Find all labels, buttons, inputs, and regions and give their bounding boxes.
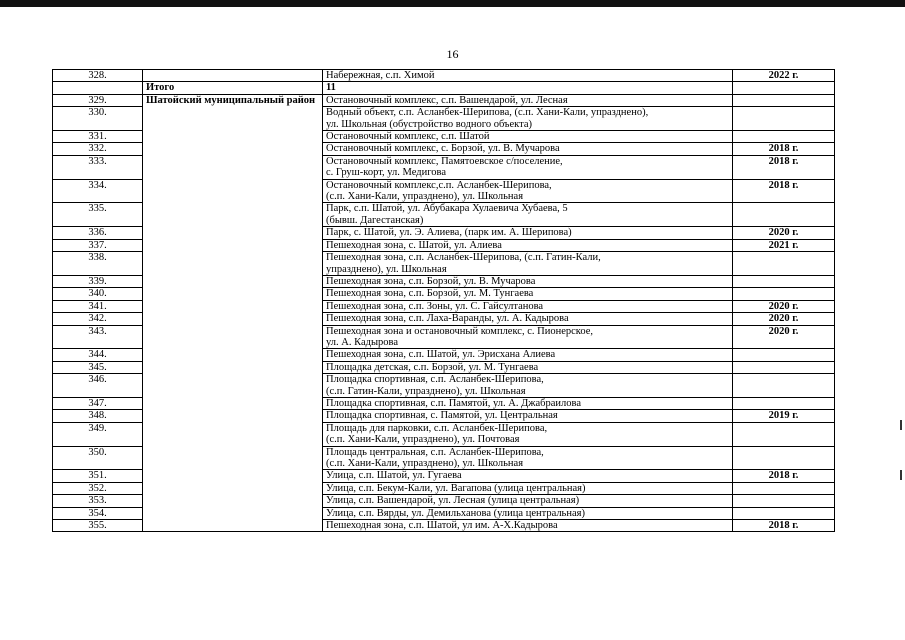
year-cell xyxy=(733,361,835,373)
object-name-cell xyxy=(323,288,733,300)
object-name-cell xyxy=(323,520,733,532)
year-cell xyxy=(733,82,835,94)
object-name-line: Пешеходная зона, с.п. Шатой, ул. Эрисхана Алиева xyxy=(326,349,556,361)
object-name-line: Пешеходная зона, с.п. Лаха-Варанды, ул. А. Кадырова xyxy=(326,313,569,325)
year-cell xyxy=(733,446,835,470)
row-number: 342. xyxy=(53,313,143,325)
row-number: 343. xyxy=(53,325,143,349)
object-name-line: (с.п. Хани-Кали, упразднено), ул. Школьная xyxy=(326,191,524,203)
row-number: 340. xyxy=(53,288,143,300)
row-number: 345. xyxy=(53,361,143,373)
row-number: 351. xyxy=(53,470,143,482)
object-name-line: Площадка детская, с.п. Борзой, ул. М. Тунгаева xyxy=(326,361,539,373)
object-name-line: Остановочный комплекс,с.п. Асланбек-Шерипова, xyxy=(326,179,552,191)
year-cell xyxy=(733,203,835,227)
object-name-line: Улица, с.п. Вярды, ул. Демильханова (улица центральная) xyxy=(326,507,585,519)
object-name-line: Улица, с.п. Бекум-Кали, ул. Вагапова (улица центральная) xyxy=(326,482,586,494)
year-cell xyxy=(733,374,835,398)
object-name-cell xyxy=(323,482,733,494)
year-cell xyxy=(733,94,835,106)
object-name-cell xyxy=(323,470,733,482)
district-cell xyxy=(143,70,323,82)
object-name-cell xyxy=(323,495,733,507)
object-name-line: Улица, с.п. Шатой, ул. Гугаева xyxy=(326,470,462,482)
object-name-line: Пешеходная зона, с.п. Шатой, ул им. А-Х.Кадырова xyxy=(326,520,558,532)
scan-edge-mark xyxy=(900,470,902,480)
year-cell: 2018 г. xyxy=(733,155,835,179)
row-number: 334. xyxy=(53,179,143,203)
object-name-line: Улица, с.п. Вашендарой, ул. Лесная (улица центральная) xyxy=(326,495,580,507)
year-cell: 2020 г. xyxy=(733,227,835,239)
table-row xyxy=(53,70,835,82)
object-name-cell xyxy=(323,252,733,276)
object-name-cell xyxy=(323,374,733,398)
object-name-cell xyxy=(323,275,733,287)
object-name-line: (с.п. Хани-Кали, упразднено), ул. Почтовая xyxy=(326,434,520,446)
object-name-cell xyxy=(323,507,733,519)
object-name-cell xyxy=(323,155,733,179)
year-cell: 2020 г. xyxy=(733,313,835,325)
row-number: 354. xyxy=(53,507,143,519)
row-number: 344. xyxy=(53,349,143,361)
row-number: 329. xyxy=(53,94,143,106)
object-name-cell xyxy=(323,325,733,349)
year-cell: 2018 г. xyxy=(733,143,835,155)
object-name-line: ул. Школьная (обустройство водного объекта) xyxy=(326,118,532,130)
row-number: 347. xyxy=(53,397,143,409)
row-number: 355. xyxy=(53,520,143,532)
row-number: 330. xyxy=(53,107,143,131)
year-cell xyxy=(733,107,835,131)
object-name-line: Пешеходная зона, с. Шатой, ул. Алиева xyxy=(326,239,502,251)
year-cell: 2022 г. xyxy=(733,70,835,82)
row-number: 336. xyxy=(53,227,143,239)
year-cell xyxy=(733,397,835,409)
scan-top-border xyxy=(0,0,905,7)
object-name-cell xyxy=(323,397,733,409)
year-cell xyxy=(733,495,835,507)
object-name-line: 11 xyxy=(326,82,336,94)
district-cell: Итого xyxy=(143,82,323,94)
year-cell xyxy=(733,131,835,143)
row-number: 339. xyxy=(53,275,143,287)
row-number: 335. xyxy=(53,203,143,227)
object-name-line: Остановочный комплекс, с.п. Шатой xyxy=(326,131,490,143)
year-cell xyxy=(733,422,835,446)
year-cell xyxy=(733,507,835,519)
year-cell xyxy=(733,252,835,276)
object-name-cell xyxy=(323,446,733,470)
year-cell: 2021 г. xyxy=(733,239,835,251)
object-name-cell xyxy=(323,179,733,203)
year-cell xyxy=(733,482,835,494)
object-name-line: Остановочный комплекс, с. Борзой, ул. В. Мучарова xyxy=(326,143,560,155)
row-number: 349. xyxy=(53,422,143,446)
object-name-line: (с.п. Хани-Кали, упразднено), ул. Школьная xyxy=(326,458,524,469)
object-name-cell xyxy=(323,131,733,143)
object-name-line: Остановочный комплекс, с.п. Вашендарой, ул. Лесная xyxy=(326,94,568,106)
row-number: 332. xyxy=(53,143,143,155)
object-name-cell xyxy=(323,361,733,373)
row-number: 350. xyxy=(53,446,143,470)
object-name-line: Пешеходная зона, с.п. Асланбек-Шерипова, (с.п. Гатин-Кали, xyxy=(326,252,601,264)
object-name-line: Парк, с.п. Шатой, ул. Абубакара Хулаевича Хубаева, 5 xyxy=(326,203,568,215)
object-name-cell xyxy=(323,107,733,131)
objects-table xyxy=(52,69,835,532)
scan-edge-mark xyxy=(900,420,902,430)
row-number: 346. xyxy=(53,374,143,398)
object-name-cell xyxy=(323,313,733,325)
object-name-cell xyxy=(323,422,733,446)
year-cell: 2018 г. xyxy=(733,179,835,203)
page-number: 16 xyxy=(446,47,459,61)
year-cell: 2019 г. xyxy=(733,410,835,422)
object-name-line: Площадка спортивная, с.п. Памятой, ул. А. Джабраилова xyxy=(326,397,582,409)
year-cell: 2018 г. xyxy=(733,470,835,482)
object-name-line: ул. А. Кадырова xyxy=(326,336,399,348)
object-name-line: Площадь центральная, с.п. Асланбек-Шерипова, xyxy=(326,446,544,458)
object-name-cell xyxy=(323,203,733,227)
year-cell: 2020 г. xyxy=(733,300,835,312)
object-name-line: Остановочный комплекс, Памятоевское с/поселение, xyxy=(326,155,563,167)
object-name-line: Водный объект, с.п. Асланбек-Шерипова, (с.п. Хани-Кали, упразднено), xyxy=(326,107,649,119)
object-name-cell xyxy=(323,82,733,94)
year-cell: 2020 г. xyxy=(733,325,835,349)
object-name-line: Пешеходная зона и остановочный комплекс, с. Пионерское, xyxy=(326,325,594,337)
row-number: 352. xyxy=(53,482,143,494)
object-name-cell xyxy=(323,70,733,82)
object-name-line: Набережная, с.п. Химой xyxy=(326,70,435,81)
object-name-line: с. Груш-корт, ул. Медигова xyxy=(326,167,446,179)
year-cell xyxy=(733,349,835,361)
row-number: 333. xyxy=(53,155,143,179)
object-name-line: Парк, с. Шатой, ул. Э. Алиева, (парк им. А. Шерипова) xyxy=(326,227,572,239)
row-number: 338. xyxy=(53,252,143,276)
object-name-line: (бывш. Дагестанская) xyxy=(326,214,424,226)
table-row xyxy=(53,82,835,94)
object-name-line: Пешеходная зона, с.п. Зоны, ул. С. Гайсултанова xyxy=(326,300,544,312)
object-name-cell xyxy=(323,300,733,312)
object-name-line: Площадь для парковки, с.п. Асланбек-Шерипова, xyxy=(326,422,548,434)
object-name-cell xyxy=(323,239,733,251)
year-cell xyxy=(733,275,835,287)
year-cell xyxy=(733,288,835,300)
object-name-line: упразднено), ул. Школьная xyxy=(326,263,447,275)
table-row xyxy=(53,94,835,106)
object-name-line: (с.п. Гатин-Кали, упразднено), ул. Школьная xyxy=(326,385,526,397)
object-name-line: Площадка спортивная, с.п. Асланбек-Шерипова, xyxy=(326,374,544,386)
object-name-line: Пешеходная зона, с.п. Борзой, ул. В. Мучарова xyxy=(326,275,536,287)
row-number: 337. xyxy=(53,239,143,251)
object-name-line: Пешеходная зона, с.п. Борзой, ул. М. Тунгаева xyxy=(326,288,534,300)
row-number xyxy=(53,82,143,94)
row-number: 348. xyxy=(53,410,143,422)
year-cell: 2018 г. xyxy=(733,520,835,532)
row-number: 341. xyxy=(53,300,143,312)
row-number: 331. xyxy=(53,131,143,143)
district-cell: Шатойский муниципальный район xyxy=(143,94,323,532)
object-name-cell xyxy=(323,143,733,155)
object-name-line: Площадка спортивная, с. Памятой, ул. Центральная xyxy=(326,410,558,422)
object-name-cell xyxy=(323,227,733,239)
row-number: 328. xyxy=(53,70,143,82)
object-name-cell xyxy=(323,349,733,361)
object-name-cell xyxy=(323,410,733,422)
row-number: 353. xyxy=(53,495,143,507)
object-name-cell xyxy=(323,94,733,106)
